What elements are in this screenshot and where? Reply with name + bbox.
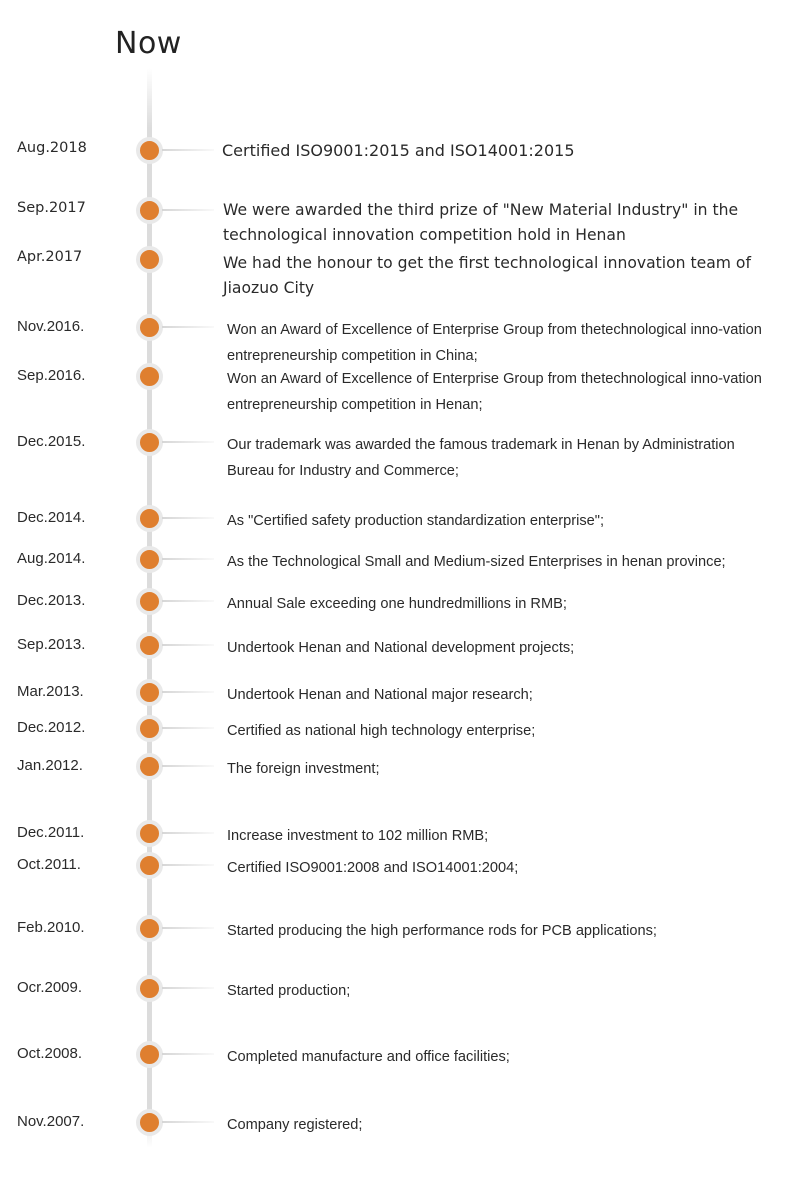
timeline-dot: [136, 588, 163, 615]
entry-date: Dec.2011.: [17, 824, 85, 841]
connector-line: [162, 927, 214, 929]
page-title: Now: [115, 26, 182, 61]
timeline-dot: [136, 715, 163, 742]
entry-date: Sep.2016.: [17, 367, 86, 384]
entry-date: Dec.2015.: [17, 433, 86, 450]
connector-line: [162, 1121, 214, 1123]
entry-date: Oct.2008.: [17, 1045, 83, 1062]
entry-text: Undertook Henan and National major research;: [227, 687, 533, 703]
entry-text: Certified ISO9001:2008 and ISO14001:2004;: [227, 860, 519, 876]
entry-text: Certified ISO9001:2015 and ISO14001:2015: [222, 141, 575, 160]
entry-text: We had the honour to get the first technological innovation team of Jiaozuo City: [223, 254, 751, 297]
timeline-dot: [136, 1109, 163, 1136]
entry-date: Nov.2007.: [17, 1113, 85, 1130]
connector-line: [162, 149, 214, 151]
connector-line: [162, 864, 214, 866]
entry-date: Ocr.2009.: [17, 979, 83, 996]
connector-line: [162, 727, 214, 729]
entry-text: Started producing the high performance rods for PCB applications;: [227, 923, 657, 939]
entry-date: Aug.2014.: [17, 550, 86, 567]
connector-line: [162, 558, 214, 560]
entry-text: Increase investment to 102 million RMB;: [227, 828, 489, 844]
entry-text: We were awarded the third prize of "New Material Industry" in the technological innovation competition hold in Henan: [223, 201, 739, 244]
timeline-dot: [136, 820, 163, 847]
entry-date: Aug.2018: [17, 140, 87, 156]
entry-text: Company registered;: [227, 1117, 363, 1133]
entry-text: Our trademark was awarded the famous trademark in Henan by Administration Bureau for Industry and Commerce;: [227, 437, 735, 479]
entry-date: Oct.2011.: [17, 856, 81, 873]
entry-text: As "Certified safety production standardization enterprise";: [227, 513, 605, 529]
entry-date: Sep.2013.: [17, 636, 86, 653]
timeline-dot: [136, 546, 163, 573]
entry-text: Won an Award of Excellence of Enterprise Group from thetechnological inno-vation entrepreneurship competition in China;: [227, 322, 762, 364]
entry-date: Feb.2010.: [17, 919, 85, 936]
timeline-dot: [136, 137, 163, 164]
timeline-dot: [136, 679, 163, 706]
entry-date: Dec.2012.: [17, 719, 86, 736]
timeline-dot: [136, 915, 163, 942]
timeline-dot: [136, 505, 163, 532]
connector-line: [162, 441, 214, 443]
connector-line: [162, 765, 214, 767]
timeline-dot: [136, 246, 163, 273]
entry-date: Dec.2013.: [17, 592, 86, 609]
timeline-dot: [136, 1041, 163, 1068]
timeline-dot: [136, 363, 163, 390]
timeline-dot: [136, 429, 163, 456]
connector-line: [162, 987, 214, 989]
entry-text: Started production;: [227, 983, 351, 999]
connector-line: [162, 326, 214, 328]
connector-line: [162, 832, 214, 834]
connector-line: [162, 600, 214, 602]
entry-date: Mar.2013.: [17, 683, 84, 700]
entry-date: Nov.2016.: [17, 318, 85, 335]
timeline-dot: [136, 197, 163, 224]
connector-line: [162, 517, 214, 519]
entry-text: Won an Award of Excellence of Enterprise Group from thetechnological inno-vation entrepreneurship competition in Henan;: [227, 371, 762, 413]
entry-text: As the Technological Small and Medium-sized Enterprises in henan province;: [227, 554, 726, 570]
connector-line: [162, 691, 214, 693]
connector-line: [162, 209, 214, 211]
entry-date: Apr.2017: [17, 249, 83, 265]
entry-date: Sep.2017: [17, 200, 86, 216]
timeline-dot: [136, 975, 163, 1002]
connector-line: [162, 1053, 214, 1055]
entry-text: Undertook Henan and National development projects;: [227, 640, 575, 656]
timeline-dot: [136, 852, 163, 879]
connector-line: [162, 644, 214, 646]
entry-date: Dec.2014.: [17, 509, 86, 526]
entry-text: Completed manufacture and office facilities;: [227, 1049, 510, 1065]
entry-text: Certified as national high technology enterprise;: [227, 723, 536, 739]
timeline-dot: [136, 314, 163, 341]
entry-text: The foreign investment;: [227, 761, 380, 777]
timeline-dot: [136, 632, 163, 659]
timeline-dot: [136, 753, 163, 780]
entry-text: Annual Sale exceeding one hundredmillions in RMB;: [227, 596, 567, 612]
entry-date: Jan.2012.: [17, 757, 83, 774]
